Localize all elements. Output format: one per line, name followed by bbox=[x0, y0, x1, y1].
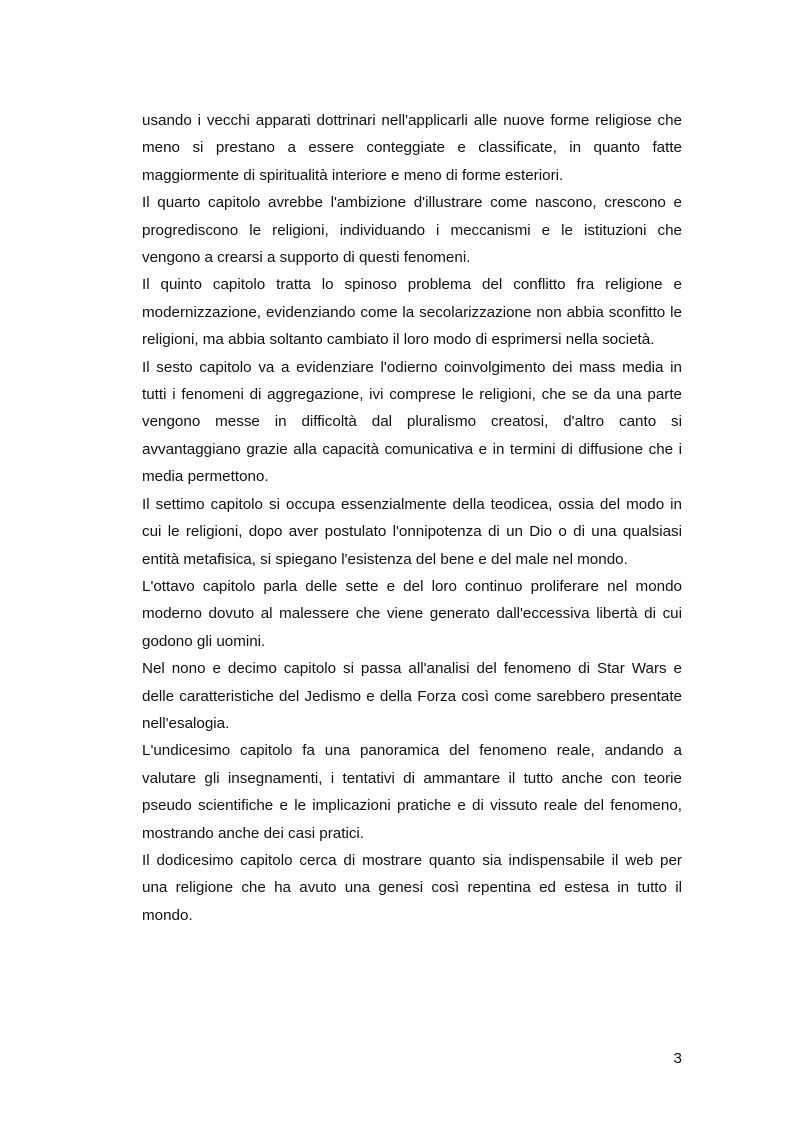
paragraph: Nel nono e decimo capitolo si passa all'analisi del fenomeno di Star Wars e delle caratteristiche del Jedismo e della Forza così come sarebbero presentate nell'esalogia. bbox=[142, 660, 682, 732]
paragraph: Il dodicesimo capitolo cerca di mostrare quanto sia indispensabile il web per una religione che ha avuto una genesi così repentina ed estesa in tutto il mondo. bbox=[142, 851, 682, 924]
paragraph: L'undicesimo capitolo fa una panoramica del fenomeno reale, andando a valutare gli insegnamenti, i tentativi di ammantare il tutto anche con teorie pseudo scientifiche e le implicazioni pratiche e di vissuto reale del fenomeno, mostrando anche dei casi pratici. bbox=[142, 742, 682, 842]
paragraph: usando i vecchi apparati dottrinari nell'applicarli alle nuove forme religiose che meno si prestano a essere conteggiate e classificate, in quanto fatte maggiormente di spiritualità interiore e meno di forme esteriori. bbox=[142, 112, 682, 184]
body-text bbox=[142, 107, 682, 929]
page-number: 3 bbox=[673, 1050, 682, 1067]
paragraph: Il quarto capitolo avrebbe l'ambizione d'illustrare come nascono, crescono e progrediscono le religioni, individuando i meccanismi e le istituzioni che vengono a crearsi a supporto di questi fenomeni. bbox=[142, 194, 682, 267]
paragraph: Il quinto capitolo tratta lo spinoso problema del conflitto fra religione e modernizzazione, evidenziando come la secolarizzazione non abbia sconfitto le religioni, ma abbia soltanto cambiato il loro modo di esprimersi nella società. bbox=[142, 276, 682, 349]
paragraph: L'ottavo capitolo parla delle sette e del loro continuo proliferare nel mondo moderno dovuto al malessere che viene generato dall'eccessiva libertà di cui godono gli uomini. bbox=[142, 577, 682, 650]
paragraph: Il settimo capitolo si occupa essenzialmente della teodicea, ossia del modo in cui le religioni, dopo aver postulato l'onnipotenza di un Dio o di una qualsiasi entità metafisica, si spiegano l'esistenza del bene e del male nel mondo. bbox=[142, 495, 682, 568]
paragraph: Il sesto capitolo va a evidenziare l'odierno coinvolgimento dei mass media in tutti i fenomeni di aggregazione, ivi comprese le religioni, che se da una parte vengono messe in difficoltà dal pluralismo creatosi, d'altro canto si avvantaggiano grazie alla capacità comunicativa e in termini di diffusione che i media permettono. bbox=[142, 358, 682, 486]
